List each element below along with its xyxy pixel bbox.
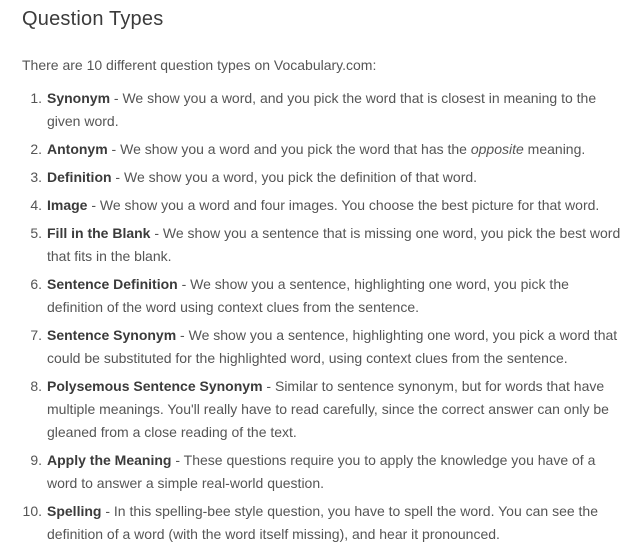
list-item-text: Synonym - We show you a word, and you pick the word that is closest in meaning to the given word. (47, 90, 597, 129)
list-item (22, 138, 621, 161)
list-item-number: 2. (30, 141, 42, 157)
question-type-term: Image (47, 197, 88, 213)
list-item-number: 8. (30, 378, 42, 394)
list-item (22, 166, 621, 189)
intro-text: There are 10 different question types on Vocabulary.com: (22, 57, 377, 73)
list-item (22, 194, 621, 217)
list-item-text: Antonym - We show you a word and you pick the word that has the opposite meaning. (47, 141, 586, 157)
italic-text: opposite (470, 141, 524, 157)
page-title: Question Types (22, 8, 164, 30)
question-type-term: Sentence Definition (47, 276, 178, 292)
list-item (22, 222, 621, 268)
list-item-number: 4. (30, 197, 42, 213)
list-item-text: Sentence Definition - We show you a sentence, highlighting one word, you pick the definition of the word using context clues from the sentence. (47, 276, 569, 315)
list-item-number: 1. (30, 90, 42, 106)
list-item (22, 87, 621, 133)
question-type-term: Synonym (47, 90, 111, 106)
question-type-term: Spelling (47, 503, 102, 519)
list-item-text: Fill in the Blank - We show you a sentence that is missing one word, you pick the best word that fits in the blank. (47, 225, 621, 264)
question-type-term: Antonym (47, 141, 108, 157)
list-item (22, 375, 621, 444)
question-type-term: Polysemous Sentence Synonym (47, 378, 263, 394)
list-item-number: 9. (30, 452, 42, 468)
list-item-text: Definition - We show you a word, you pick the definition of that word. (47, 169, 478, 185)
list-item-number: 5. (30, 225, 42, 241)
question-type-term: Fill in the Blank (47, 225, 151, 241)
list-item-number: 6. (30, 276, 42, 292)
question-type-term: Definition (47, 169, 112, 185)
list-item-text: Sentence Synonym - We show you a sentence, highlighting one word, you pick a word that could be substituted for the highlighted word, using context clues from the sentence. (47, 327, 618, 366)
list-item-number: 3. (30, 169, 42, 185)
list-item-text: Polysemous Sentence Synonym - Similar to sentence synonym, but for words that have multiple meanings. You'll really have to read carefully, since the correct answer can only be gleaned from a close reading of the text. (47, 378, 609, 440)
list-item (22, 500, 621, 546)
list-item (22, 449, 621, 495)
list-item (22, 273, 621, 319)
question-types-list (22, 87, 621, 546)
question-type-term: Apply the Meaning (47, 452, 172, 468)
list-item-number: 10. (22, 503, 42, 519)
list-item-text: Apply the Meaning - These questions require you to apply the knowledge you have of a word to answer a simple real-world question. (47, 452, 596, 491)
question-type-term: Sentence Synonym (47, 327, 177, 343)
list-item-text: Image - We show you a word and four images. You choose the best picture for that word. (47, 197, 600, 213)
list-item (22, 324, 621, 370)
list-item-number: 7. (30, 327, 42, 343)
list-item-text: Spelling - In this spelling-bee style question, you have to spell the word. You can see the definition of a word (with the word itself missing), and hear it pronounced. (47, 503, 598, 542)
